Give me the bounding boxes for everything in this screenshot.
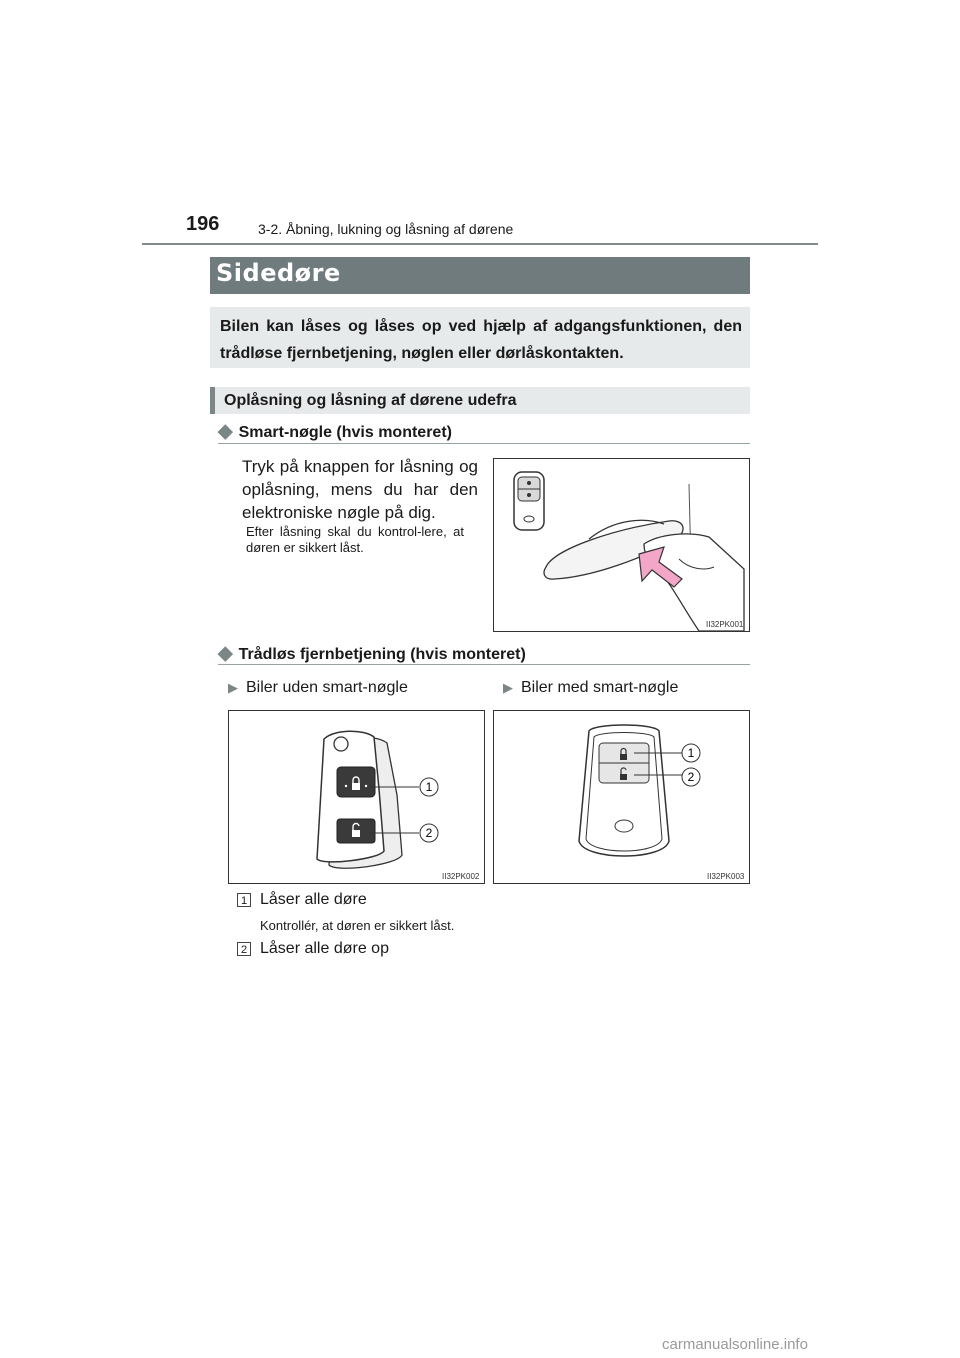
smart-key-heading (218, 420, 452, 443)
option-without-smart-key-label: Biler uden smart-nøgle (246, 679, 408, 696)
smart-key-remote-figure (493, 710, 750, 884)
option-without-smart-key (228, 679, 408, 697)
triangle-bullet-icon: ▶ (503, 680, 513, 695)
legend-item-1: Låser alle døre (260, 891, 367, 908)
diamond-bullet-icon: ◆ (218, 421, 233, 442)
flip-key-figure (228, 710, 485, 884)
header-divider (142, 243, 818, 245)
smart-key-figure (493, 458, 750, 632)
legend-number-2: 2 (237, 942, 251, 956)
triangle-bullet-icon: ▶ (228, 680, 238, 695)
door-handle-illustration (494, 459, 749, 631)
figure-code: II32PK001 (706, 620, 744, 629)
page-number: 196 (186, 213, 220, 235)
smart-key-body: Tryk på knappen for låsning og oplåsning, mens du har den elektroniske nøgle på dig. (242, 457, 478, 522)
remote-divider (218, 664, 750, 665)
figure-code: II32PK003 (707, 872, 745, 881)
callout-1: 1 (687, 746, 695, 760)
legend-item-1-note: Kontrollér, at døren er sikkert låst. (260, 918, 455, 933)
callout-1: 1 (425, 780, 433, 794)
diamond-bullet-icon: ◆ (218, 643, 233, 664)
smart-key-fob-icon (514, 472, 544, 530)
breadcrumb: 3-2. Åbning, lukning og låsning af dørene (258, 221, 514, 237)
smart-key-heading-text: Smart-nøgle (hvis monteret) (238, 424, 452, 441)
remote-heading-text: Trådløs fjernbetjening (hvis monteret) (238, 646, 526, 663)
smart-key-divider (218, 443, 750, 444)
remote-heading (218, 642, 526, 665)
legend-item-2: Låser alle døre op (260, 940, 389, 957)
watermark: carmanualsonline.info (662, 1336, 808, 1353)
flip-key-illustration (229, 711, 484, 883)
callout-2: 2 (687, 770, 695, 784)
smart-key-remote-illustration (494, 711, 749, 883)
intro-text: Bilen kan låses og låses op ved hjælp af adgangsfunktionen, den trådløse fjernbetjening, nøglen eller dørlåskontakten. (220, 318, 742, 362)
legend-number-1: 1 (237, 893, 251, 907)
option-with-smart-key (503, 679, 678, 697)
option-with-smart-key-label: Biler med smart-nøgle (521, 679, 679, 696)
subsection-title: Oplåsning og låsning af dørene udefra (224, 392, 517, 409)
smart-key-note: Efter låsning skal du kontrol-lere, at døren er sikkert låst. (246, 524, 464, 555)
section-title: Sidedøre (216, 259, 341, 287)
figure-code: II32PK002 (442, 872, 480, 881)
callout-2: 2 (425, 826, 433, 840)
